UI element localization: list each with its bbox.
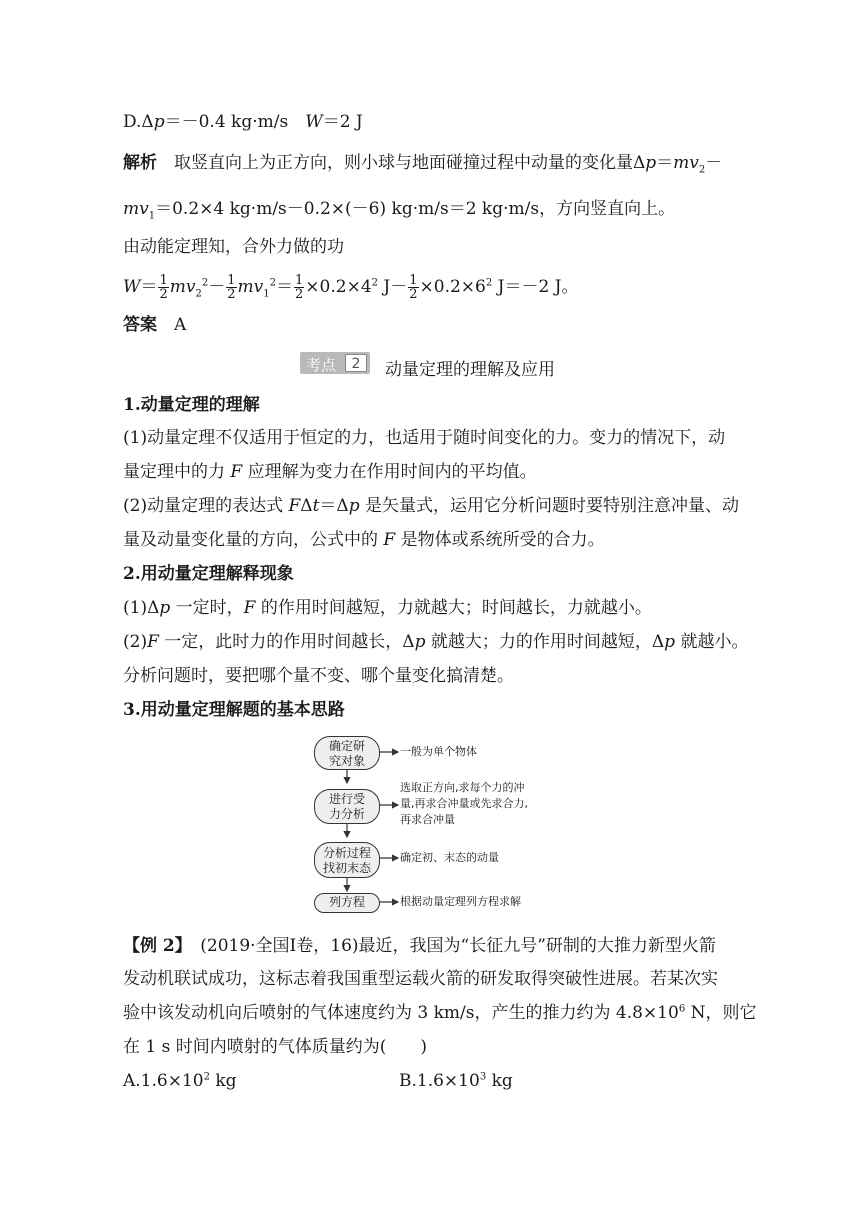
- denominator: 2: [227, 287, 236, 302]
- flow-node-2: [314, 789, 380, 824]
- text: kg: [486, 1071, 513, 1091]
- para-2-line-2: [123, 529, 605, 551]
- var-v: v: [139, 199, 149, 219]
- fraction-half: [408, 274, 418, 301]
- numerator: 1: [159, 273, 168, 288]
- example-line-4: 在 1 s 时间内喷射的气体质量约为( ): [123, 1037, 428, 1057]
- numerator: 1: [227, 273, 236, 288]
- fraction-half: [294, 274, 304, 301]
- flow-node-3: [314, 842, 380, 878]
- analysis-line-2: [123, 198, 675, 220]
- text: B.1.6×10: [399, 1071, 480, 1091]
- superscript: 2: [371, 277, 379, 289]
- var-m: m: [123, 199, 140, 219]
- option-d: [123, 111, 363, 133]
- var-m: m: [673, 153, 690, 173]
- answer-line: [123, 314, 186, 336]
- var-p: p: [159, 598, 171, 618]
- fraction-half: [158, 274, 168, 301]
- subscript: 2: [195, 288, 202, 300]
- var-f: F: [230, 462, 243, 482]
- text: 就越大；力的作用时间越短，Δ: [425, 632, 665, 652]
- heading-3: 3.用动量定理解题的基本思路: [123, 700, 345, 720]
- flow-node-4: 列方程: [314, 893, 380, 913]
- minus: －: [208, 277, 226, 297]
- text: 就越小。: [675, 632, 749, 652]
- var-f: F: [147, 632, 159, 652]
- option-b: [399, 1070, 513, 1092]
- text: (2)动量定理的表达式: [123, 496, 289, 516]
- analysis-label: 解析: [123, 153, 157, 173]
- term-mv: mv: [169, 277, 196, 297]
- var-p: p: [414, 632, 426, 652]
- answer-value: A: [157, 315, 187, 335]
- badge-label: 考点: [306, 356, 337, 374]
- var-p: p: [348, 496, 360, 516]
- option-d-p: p: [153, 112, 165, 132]
- text: 应理解为变力在作用时间内的平均值。: [242, 462, 537, 482]
- para-1-line-1: (1)动量定理不仅适用于恒定的力，也适用于随时间变化的力。变力的情况下，动: [123, 428, 726, 448]
- superscript: 2: [485, 277, 493, 289]
- example-line-1: [123, 935, 716, 957]
- text: (2019·全国Ⅰ卷，16)最近，我国为“长征九号”研制的大推力新型火箭: [183, 936, 716, 956]
- var-w: W: [123, 277, 141, 297]
- flow-note-3: 确定初、末态的动量: [400, 851, 499, 864]
- text: 量定理中的力: [123, 462, 231, 482]
- item-2-2: [123, 631, 748, 653]
- option-d-prefix: D.Δ: [123, 112, 154, 132]
- expr: J＝－2 J。: [492, 277, 579, 297]
- equals: ＝: [276, 277, 294, 297]
- flow-node-1: [314, 736, 380, 770]
- text: N，则它: [685, 1003, 757, 1023]
- node-text: 进行受: [328, 792, 365, 806]
- section-title: 动量定理的理解及应用: [385, 360, 555, 380]
- denominator: 2: [159, 287, 168, 302]
- text: (1)Δ: [123, 598, 160, 618]
- var-p: p: [645, 153, 657, 173]
- var-f: F: [383, 530, 396, 550]
- answer-label: 答案: [123, 315, 157, 335]
- superscript: 3: [479, 1071, 487, 1083]
- text: kg: [209, 1071, 237, 1091]
- numerator: 1: [409, 273, 418, 288]
- example-line-3: [123, 1002, 756, 1024]
- text: 的作用时间越短，力就越大；时间越长，力就越小。: [255, 598, 652, 618]
- heading-1: 1.动量定理的理解: [123, 395, 260, 415]
- option-d-w: W: [305, 112, 323, 132]
- node-text: 找初末态: [322, 861, 371, 875]
- para-1-line-2: [123, 461, 537, 483]
- text: Δ: [300, 496, 313, 516]
- node-text: 确定研: [328, 739, 365, 753]
- analysis-text: ＝: [656, 153, 674, 173]
- flow-note-4: 根据动量定理列方程求解: [400, 895, 521, 908]
- var-f: F: [288, 496, 301, 516]
- flow-note-1: 一般为单个物体: [400, 745, 477, 758]
- analysis-line-3: 由动能定理知，合外力做的功: [123, 237, 344, 257]
- example-tag: 【例 2】: [123, 936, 184, 956]
- analysis-line-1: [123, 152, 722, 174]
- subscript: 2: [698, 164, 706, 176]
- expr: ×0.2×6: [419, 277, 486, 297]
- subscript: 1: [263, 288, 270, 300]
- section-badge: [300, 352, 370, 374]
- text: 一定，此时力的作用时间越长，Δ: [158, 632, 415, 652]
- option-d-suffix: ＝2 J: [322, 112, 363, 132]
- flow-note-2: [400, 780, 528, 828]
- expr: J－: [378, 277, 408, 297]
- note-line: 再求合冲量: [400, 813, 455, 826]
- item-2-3: 分析问题时，要把哪个量不变、哪个量变化搞清楚。: [123, 666, 514, 686]
- node-text: 究对象: [328, 754, 365, 768]
- analysis-text: ＝0.2×4 kg·m/s－0.2×(－6) kg·m/s＝2 kg·m/s，方向竖直向上。: [155, 199, 676, 219]
- node-text: 力分析: [328, 807, 365, 821]
- option-a: [123, 1070, 237, 1092]
- superscript: 2: [201, 277, 209, 289]
- note-line: 量,再求合冲量或先求合力,: [400, 797, 528, 810]
- denominator: 2: [409, 287, 418, 302]
- var-v: v: [689, 153, 699, 173]
- text: 是矢量式，运用它分析问题时要特别注意冲量、动: [359, 496, 739, 516]
- text: ＝Δ: [319, 496, 349, 516]
- var-t: t: [312, 496, 320, 516]
- superscript: 2: [203, 1071, 210, 1083]
- numerator: 1: [295, 273, 304, 288]
- para-2-line-1: [123, 495, 739, 517]
- equals: ＝: [140, 277, 158, 297]
- expr: ×0.2×4: [305, 277, 372, 297]
- text: 一定时，: [170, 598, 244, 618]
- heading-2: 2.用动量定理解释现象: [123, 564, 294, 584]
- superscript: 2: [269, 277, 277, 289]
- text: A.1.6×10: [123, 1071, 204, 1091]
- node-text: 分析过程: [322, 846, 371, 860]
- text: (2): [123, 632, 148, 652]
- text: 验中该发动机向后喷射的气体速度约为 3 km/s，产生的推力约为 4.8×10: [123, 1003, 679, 1023]
- superscript: 6: [678, 1003, 686, 1015]
- analysis-text: －: [705, 153, 723, 173]
- fraction-half: [226, 274, 236, 301]
- var-f: F: [243, 598, 256, 618]
- term-mv: mv: [237, 277, 264, 297]
- var-p: p: [664, 632, 676, 652]
- example-line-2: 发动机联试成功，这标志着我国重型运载火箭的研发取得突破性进展。若某次实: [123, 969, 718, 989]
- option-d-mid: ＝－0.4 kg·m/s: [164, 112, 306, 132]
- text: 量及动量变化量的方向，公式中的: [123, 530, 384, 550]
- analysis-line-4: [123, 270, 579, 304]
- analysis-text: 取竖直向上为正方向，则小球与地面碰撞过程中动量的变化量Δ: [157, 153, 646, 173]
- badge-number: 2: [345, 354, 367, 372]
- note-line: 选取正方向,求每个力的冲: [400, 781, 525, 794]
- flowchart: [314, 734, 574, 916]
- text: 是物体或系统所受的合力。: [395, 530, 605, 550]
- denominator: 2: [295, 287, 304, 302]
- item-2-1: [123, 597, 652, 619]
- subscript: 1: [148, 210, 156, 222]
